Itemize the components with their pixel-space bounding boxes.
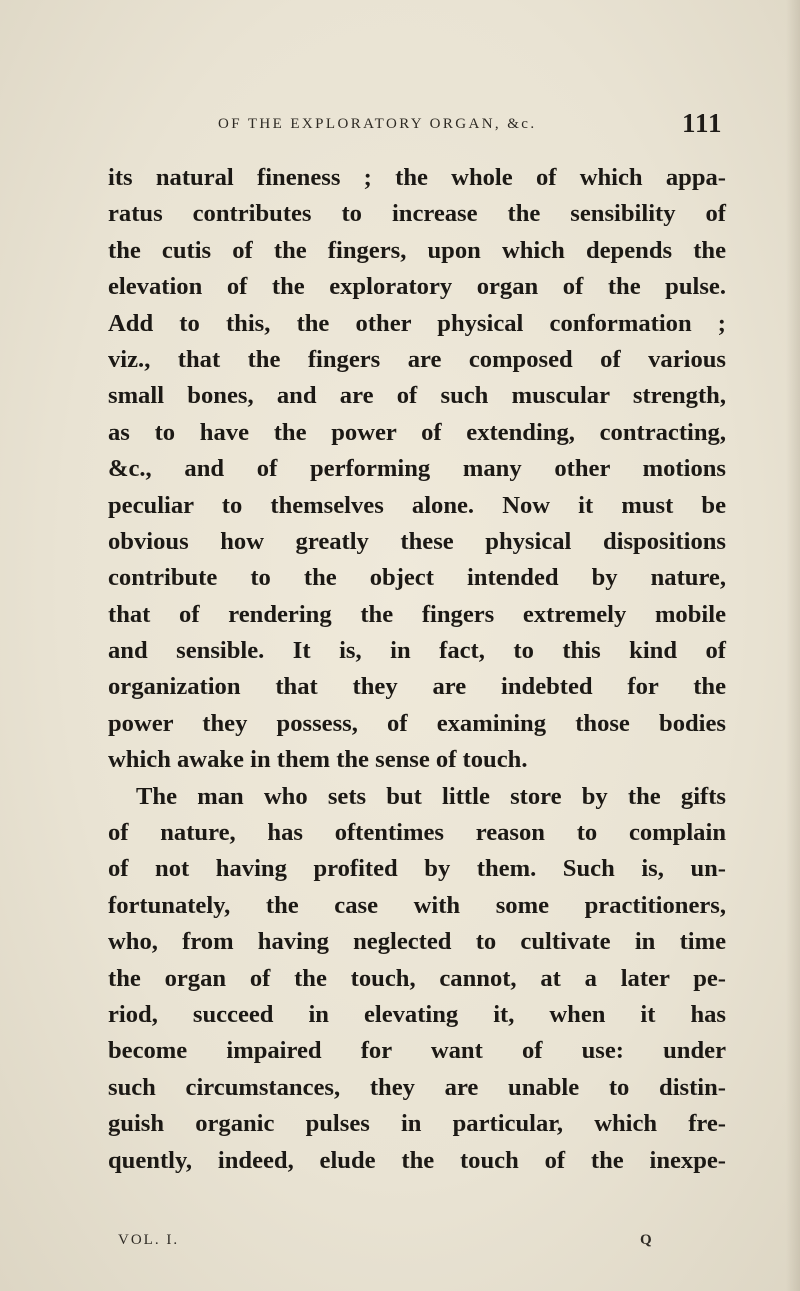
text-line: such circumstances, they are unable to distin- [108,1073,726,1101]
text-line: riod, succeed in elevating it, when it has [108,1000,726,1028]
text-line: quently, indeed, elude the touch of the inexpe- [108,1146,726,1174]
page-number: 111 [682,108,723,138]
text-line: organization that they are indebted for the [108,673,726,701]
text-line: Add to this, the other physical conformation ; [108,309,726,337]
text-line-paragraph-start: The man who sets but little store by the gifts [136,782,726,810]
text-line: contribute to the object intended by nature, [108,564,726,592]
text-line: peculiar to themselves alone. Now it must be [108,491,726,519]
text-line: small bones, and are of such muscular strength, [108,382,726,410]
text-line: guish organic pulses in particular, which fre- [108,1110,726,1138]
text-line: of not having profited by them. Such is, un- [108,855,726,883]
text-line: obvious how greatly these physical dispositions [108,527,726,555]
text-line: the cutis of the fingers, upon which depends the [108,236,726,264]
text-line: the organ of the touch, cannot, at a later pe- [108,964,726,992]
running-head [218,108,738,144]
volume-signature: VOL. I. [118,1232,180,1248]
text-line: fortunately, the case with some practitioners, [108,891,726,919]
text-line: who, from having neglected to cultivate in time [108,928,726,956]
text-line: become impaired for want of use: under [108,1037,726,1065]
body-text [108,160,726,1179]
page-footer [118,1232,658,1258]
text-line: that of rendering the fingers extremely mobile [108,600,726,628]
signature-mark: Q [640,1232,652,1248]
text-line: ratus contributes to increase the sensibility of [108,200,726,228]
text-line: elevation of the exploratory organ of the pulse. [108,273,726,301]
text-line: its natural fineness ; the whole of which appa- [108,164,726,191]
text-line: power they possess, of examining those bodies [108,709,726,737]
text-line: &c., and of performing many other motions [108,455,726,483]
text-line: viz., that the fingers are composed of various [108,345,726,373]
text-line: as to have the power of extending, contracting, [108,418,726,446]
text-line: and sensible. It is, in fact, to this kind of [108,637,726,665]
running-title: OF THE EXPLORATORY ORGAN, &c. [218,116,537,132]
text-line-paragraph-end: which awake in them the sense of touch. [108,746,528,774]
text-line: of nature, has oftentimes reason to complain [108,819,726,847]
